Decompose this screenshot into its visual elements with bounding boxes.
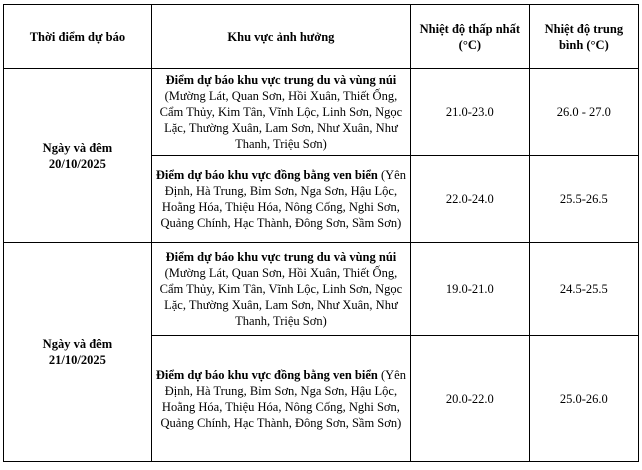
area-list: (Mường Lát, Quan Sơn, Hồi Xuân, Thiết Ống, Cẩm Thủy, Kim Tân, Vĩnh Lộc, Linh Sơn, Ngọc Lặc, Thường Xuân, Lam Sơn, Như Xuân, Như Thanh, Triệu Sơn) <box>159 266 403 328</box>
area-cell <box>151 336 410 462</box>
day-label: Ngày và đêm <box>42 140 113 155</box>
forecast-time-cell <box>4 243 152 462</box>
min-temp-cell: 19.0-21.0 <box>411 243 530 336</box>
header-time: Thời điểm dự báo <box>4 5 152 69</box>
area-title: Điểm dự báo khu vực trung du và vùng núi <box>165 250 397 264</box>
area-list: (Yên Định, Hà Trung, Bỉm Sơn, Nga Sơn, Hậu Lộc, Hoằng Hóa, Thiệu Hóa, Nông Cống, Nghi Sơn, Quảng Chính, Hạc Thành, Đông Sơn, Sầm Sơn) <box>160 168 406 230</box>
min-temp-cell: 20.0-22.0 <box>411 336 530 462</box>
day-date: 21/10/2025 <box>48 353 106 367</box>
avg-temp-cell: 24.5-25.5 <box>529 243 638 336</box>
day-label: Ngày và đêm <box>42 337 113 351</box>
table-row <box>4 243 639 336</box>
area-cell <box>151 69 410 156</box>
table-header-row <box>4 5 639 69</box>
area-title: Điểm dự báo khu vực đồng bằng ven biển <box>155 168 378 182</box>
forecast-table <box>3 4 639 462</box>
header-min-temp: Nhiệt độ thấp nhất (°C) <box>411 5 530 69</box>
area-cell <box>151 156 410 243</box>
avg-temp-cell: 25.0-26.0 <box>529 336 638 462</box>
header-avg-temp: Nhiệt độ trung bình (°C) <box>529 5 638 69</box>
avg-temp-cell: 26.0 - 27.0 <box>529 69 638 156</box>
avg-temp-cell: 25.5-26.5 <box>529 156 638 243</box>
min-temp-cell: 22.0-24.0 <box>411 156 530 243</box>
min-temp-cell: 21.0-23.0 <box>411 69 530 156</box>
area-title: Điểm dự báo khu vực đồng bằng ven biển <box>155 367 378 382</box>
day-date: 20/10/2025 <box>48 156 106 171</box>
area-cell <box>151 243 410 336</box>
forecast-time-cell <box>4 69 152 243</box>
table-row <box>4 69 639 156</box>
header-area: Khu vực ảnh hưởng <box>151 5 410 69</box>
area-list: (Yên Định, Hà Trung, Bỉm Sơn, Nga Sơn, Hậu Lộc, Hoằng Hóa, Thiệu Hóa, Nông Cống, Nghi Sơn, Quảng Chính, Hạc Thành, Đông Sơn, Sầm Sơn) <box>160 367 406 430</box>
area-list: (Mường Lát, Quan Sơn, Hồi Xuân, Thiết Ống, Cẩm Thủy, Kim Tân, Vĩnh Lộc, Linh Sơn, Ngọc Lặc, Thường Xuân, Lam Sơn, Như Xuân, Như Thanh, Triệu Sơn) <box>159 89 403 151</box>
area-title: Điểm dự báo khu vực trung du và vùng núi <box>165 73 397 87</box>
